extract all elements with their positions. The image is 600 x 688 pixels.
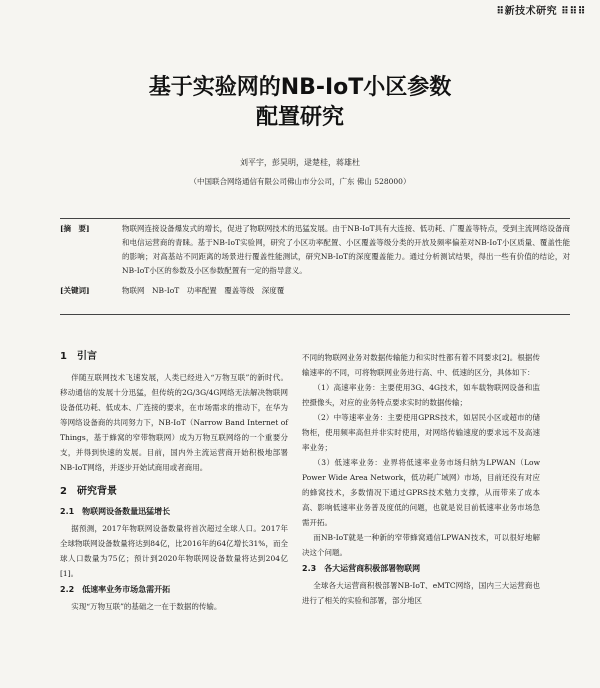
divider-top [60,218,570,219]
section-2-1-paragraph: 据预测，2017年物联网设备数量将首次超过全球人口。2017年全球物联网设备数量将达到84亿，比2016年的64亿增长31%，而全球人口数量为75亿；预计到2020年物联网设备数量将达到204亿[1]。 [60,524,288,578]
abstract-text: 物联网连接设备爆发式的增长，促进了物联网技术的迅猛发展。由于NB-IoT具有大连接、低功耗、广覆盖等特点，受到主流网络设备商和电信运营商的青睐。基于NB-IoT实验网，研究了小区功率配置、小区覆盖等级分类的开放及频率偏差对NB-IoT小区质量、覆盖性能的影响；对高基站不同距离的场景进行覆盖性能测试，研究NB-IoT的深度覆盖能力。通过分析测试结果，得出一些有价值的结论，对NB-IoT小区的参数及小区参数配置有一定的指导意义。 [122,224,570,275]
section-2-3-paragraph: 全球各大运营商积极部署NB-IoT、eMTC网络，国内三大运营商也进行了相关的实验和部署，部分地区 [302,581,540,605]
section-2-3-heading: 2.3 各大运营商积极部署物联网 [302,564,421,573]
right-paragraph-2: （2）中等速率业务：主要使用GPRS技术，如居民小区或超市的储物柜，使用频率高但并非实时使用，对网络传输速度的要求远不及高速率业务； [302,413,540,452]
right-paragraph-3: （3）低速率业务：业界将低速率业务市场归纳为LPWAN（Low Power Wide Area Network，低功耗广域网）市场，目前还没有对应的蜂窝技术，多数情况下通过GPRS技术勉力支撑，从而带来了成本高、影响低速率业务普及度低的问题，也就是说目前低速率业务市场急需开拓。 [302,458,540,527]
journal-column-tag: ⠿新技术研究 ⠿⠿⠿ [496,6,586,17]
right-paragraph-0: 不同的物联网业务对数据传输能力和实时性都有着不同要求[2]。根据传输速率的不同，可将物联网业务进行高、中、低速的区分，具体如下： [302,353,540,377]
section-1-heading: 1 引言 [60,351,97,362]
section-2-heading: 2 研究背景 [60,486,117,497]
divider-bottom [60,314,570,315]
authors: 刘平宇，彭昊明，逯楚桂，蒋雄杜 [240,158,360,167]
section-2-2-heading: 2.2 低速率业务市场急需开拓 [60,585,171,594]
affiliation: （中国联合网络通信有限公司佛山市分公司，广东 佛山 528000） [189,177,411,186]
title-line-1: 基于实验网的NB-IoT小区参数 [148,75,452,100]
title-line-2: 配置研究 [255,105,344,130]
keywords-text: 物联网 NB-IoT 功率配置 覆盖等级 深度覆 [122,286,285,295]
section-2-1-heading: 2.1 物联网设备数量迅猛增长 [60,507,171,516]
abstract-label: [摘 要] [60,224,90,233]
right-paragraph-1: （1）高速率业务：主要使用3G、4G技术，如车载物联网设备和监控摄像头，对应的业务特点要求实时的数据传输； [302,383,540,407]
section-2-2-paragraph: 实现“万物互联”的基础之一在于数据的传输。 [71,602,222,611]
abstract-block [60,222,570,298]
keywords-label: [关键词] [60,286,90,295]
right-paragraph-4: 而NB-IoT就是一种新的窄带蜂窝通信LPWAN技术，可以很好地解决这个问题。 [302,533,540,557]
left-column [60,350,288,614]
article-title [0,73,600,133]
section-1-paragraph: 伴随互联网技术飞速发展，人类已经进入“万物互联”的新时代。移动通信的发展十分迅猛，但传统的2G/3G/4G网络无法解决物联网设备低功耗、低成本、广连接的要求，在市场需求的推动下，在华为等网络设备商的共同努力下，NB-IoT（Narrow Band Internet of Things，基于蜂窝的窄带物联网）成为万物互联网络的一个重要分支，并得到快速的发展。目前，国内外主流运营商开始积极地部署NB-IoT网络，并逐步开始试商用或者商用。 [60,373,288,472]
right-column [302,350,540,608]
